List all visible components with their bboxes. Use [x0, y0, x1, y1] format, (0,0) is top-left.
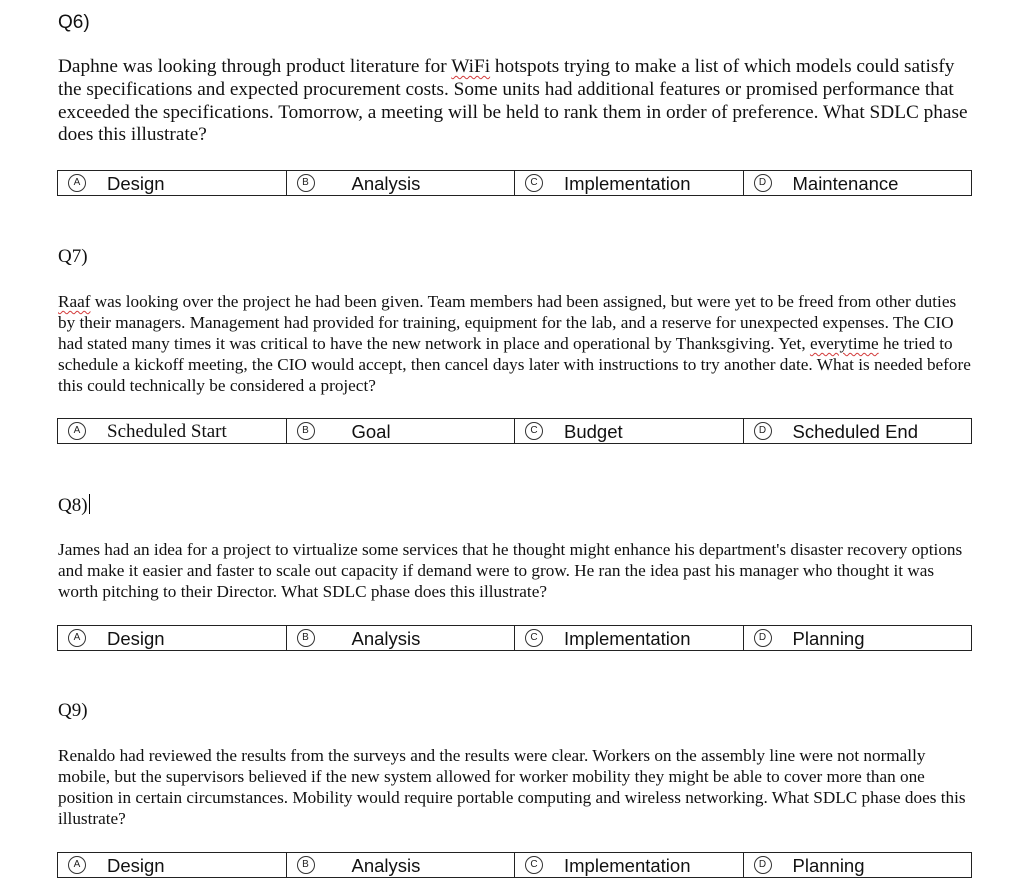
answer-text: Budget: [564, 421, 623, 442]
answer-text: Implementation: [564, 173, 691, 194]
answer-option-b[interactable]: [286, 626, 515, 650]
answer-text: Implementation: [564, 628, 691, 649]
answer-text: Scheduled End: [792, 421, 918, 442]
answer-option-c[interactable]: [514, 853, 743, 877]
answer-options: [57, 625, 972, 651]
answer-option-c[interactable]: [514, 626, 743, 650]
answer-text: Planning: [792, 628, 865, 649]
question-text: Renaldo had reviewed the results from the surveys and the results were clear. Workers on the assembly line were not normally mobile, but the supervisors believed if the new system allowed for worker mobility they might be able to cover more than one position in certain circumstances. Mobility would require portable computing and wireless networking. What SDLC phase does this illustrate?: [58, 746, 966, 828]
spellcheck-word: Raaf: [58, 292, 91, 311]
question-label: Q8): [58, 495, 88, 516]
question-text: Raaf was looking over the project he had been given. Team members had been assigned, but were yet to be freed from other duties by their managers. Management had provided for training, equipment for the lab, and a reserve for unexpected expenses. The CIO had stated many times it was critical to have the new network in place and operational by Thanksgiving. Yet, everytime he tried to schedule a kickoff meeting, the CIO would accept, then cancel days later with instructions to try another date. What is needed before this could technically be considered a project?: [58, 292, 971, 395]
letter-a-circle-icon: A: [68, 422, 86, 440]
answer-option-a[interactable]: [58, 626, 286, 650]
answer-options: [57, 418, 972, 444]
letter-b-circle-icon: B: [297, 629, 315, 647]
answer-text: Analysis: [351, 855, 421, 876]
answer-options: [57, 170, 972, 196]
answer-option-c[interactable]: [514, 171, 743, 195]
answer-option-d[interactable]: [743, 626, 972, 650]
question-label: Q9): [58, 700, 88, 721]
answer-option-b[interactable]: [286, 853, 515, 877]
spellcheck-word: WiFi: [451, 56, 491, 77]
question-label: Q7): [58, 246, 88, 267]
answer-text: Scheduled Start: [107, 421, 227, 442]
letter-d-circle-icon: D: [754, 629, 772, 647]
question-label: Q6): [58, 12, 90, 33]
answer-options: [57, 852, 972, 878]
letter-c-circle-icon: C: [525, 422, 543, 440]
answer-option-d[interactable]: [743, 171, 972, 195]
answer-text: Design: [107, 855, 165, 876]
letter-b-circle-icon: B: [297, 856, 315, 874]
letter-c-circle-icon: C: [525, 174, 543, 192]
text-cursor: [89, 494, 90, 514]
answer-text: Planning: [792, 855, 865, 876]
letter-d-circle-icon: D: [754, 856, 772, 874]
answer-option-a[interactable]: [58, 171, 286, 195]
answer-option-d[interactable]: [743, 419, 972, 443]
answer-option-a[interactable]: [58, 419, 286, 443]
answer-option-b[interactable]: [286, 419, 515, 443]
answer-text: Design: [107, 628, 165, 649]
answer-option-b[interactable]: [286, 171, 515, 195]
letter-a-circle-icon: A: [68, 174, 86, 192]
question-text: Daphne was looking through product literature for WiFi hotspots trying to make a list of which models could satisfy the specifications and expected procurement costs. Some units had additional features or promised performance that exceeded the specifications. Tomorrow, a meeting will be held to rank them in order of preference. What SDLC phase does this illustrate?: [58, 56, 968, 146]
letter-a-circle-icon: A: [68, 856, 86, 874]
answer-option-c[interactable]: [514, 419, 743, 443]
letter-a-circle-icon: A: [68, 629, 86, 647]
answer-option-d[interactable]: [743, 853, 972, 877]
spellcheck-word: everytime: [809, 334, 879, 353]
answer-text: Goal: [351, 421, 391, 442]
letter-d-circle-icon: D: [754, 174, 772, 192]
letter-b-circle-icon: B: [297, 174, 315, 192]
letter-c-circle-icon: C: [525, 856, 543, 874]
answer-option-a[interactable]: [58, 853, 286, 877]
answer-text: Maintenance: [792, 173, 899, 194]
answer-text: Implementation: [564, 855, 691, 876]
answer-text: Design: [107, 173, 165, 194]
answer-text: Analysis: [351, 173, 421, 194]
letter-c-circle-icon: C: [525, 629, 543, 647]
letter-b-circle-icon: B: [297, 422, 315, 440]
letter-d-circle-icon: D: [754, 422, 772, 440]
question-text: James had an idea for a project to virtualize some services that he thought might enhance his department's disaster recovery options and make it easier and faster to scale out capacity if demand were to grow. He ran the idea past his manager who thought it was worth pitching to their Director. What SDLC phase does this illustrate?: [58, 540, 963, 601]
answer-text: Analysis: [351, 628, 421, 649]
